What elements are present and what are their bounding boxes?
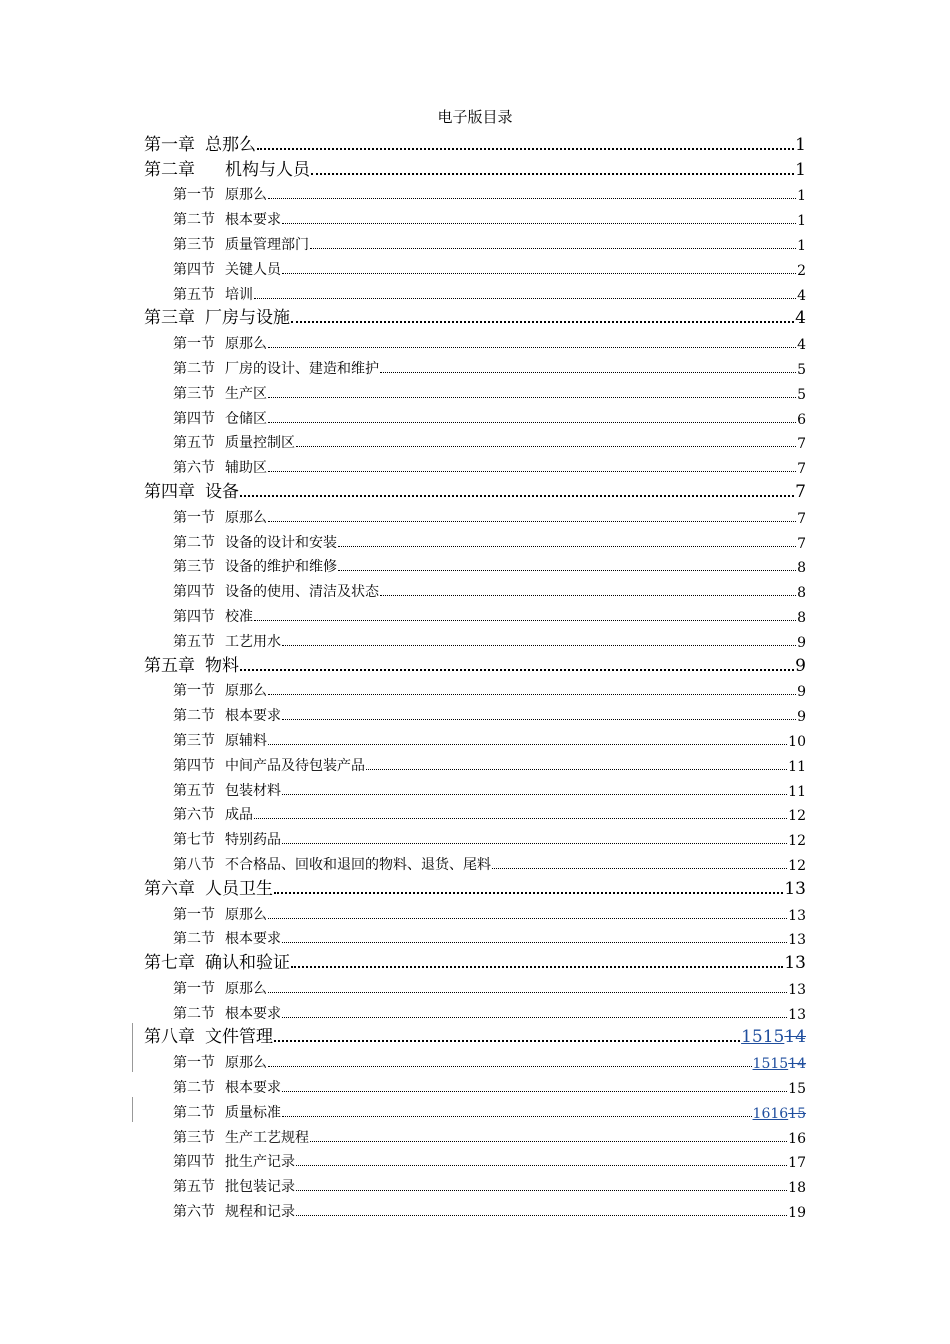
dot-leader	[380, 372, 796, 373]
toc-entry-label	[173, 680, 267, 700]
toc-entry-label	[173, 383, 267, 403]
toc-entry-title: 原那么	[225, 187, 267, 204]
toc-entry-number: 第四节	[173, 261, 215, 278]
dot-leader	[291, 321, 794, 323]
toc-page-number: 1	[797, 213, 806, 230]
toc-entry-number: 第四节	[173, 608, 215, 625]
toc-section-entry[interactable]	[144, 180, 806, 205]
toc-entry-title: 设备的使用、清洁及状态	[225, 584, 379, 601]
toc-page-number: 12	[788, 857, 806, 874]
toc-section-entry[interactable]	[144, 527, 806, 552]
toc-entry-label	[144, 651, 239, 676]
dot-leader	[310, 1141, 787, 1142]
toc-page-number: 19	[788, 1205, 806, 1222]
toc-entry-number: 第四节	[173, 584, 215, 601]
dot-leader	[254, 818, 787, 819]
toc-section-entry[interactable]	[144, 353, 806, 378]
toc-entry-number: 第六章	[144, 878, 195, 899]
toc-page-number: 17	[788, 1155, 806, 1172]
toc-section-entry[interactable]	[144, 204, 806, 229]
inserted-page-number: 1515	[741, 1027, 785, 1048]
toc-entry-label	[173, 358, 379, 378]
toc-entry-label	[144, 1022, 273, 1047]
toc-entry-title: 辅助区	[225, 460, 267, 477]
toc-section-entry[interactable]	[144, 378, 806, 403]
toc-section-entry[interactable]	[144, 750, 806, 775]
toc-entry-title: 设备	[205, 481, 239, 502]
toc-entry-title: 原那么	[225, 980, 267, 997]
toc-page-number: 11	[788, 758, 806, 775]
toc-entry-title: 关键人员	[225, 261, 281, 278]
toc-entry-title: 生产区	[225, 385, 267, 402]
toc-entry-label	[173, 209, 281, 229]
toc-entry-number: 第三章	[144, 308, 195, 329]
toc-chapter-entry[interactable]	[144, 477, 806, 502]
toc-entry-title: 根本要求	[225, 708, 281, 725]
toc-entry-label	[173, 1102, 281, 1122]
toc-entry-number: 第六节	[173, 1204, 215, 1221]
toc-entry-title: 原那么	[225, 336, 267, 353]
toc-page-number: 13	[788, 981, 806, 998]
toc-entry-title: 成品	[225, 807, 253, 824]
toc-entry-label	[173, 581, 379, 601]
toc-page-number: 8	[797, 609, 806, 626]
toc-page-number: 13	[788, 1006, 806, 1023]
toc-chapter-entry[interactable]	[144, 651, 806, 676]
toc-section-entry[interactable]	[144, 824, 806, 849]
toc-entry-title: 批包装记录	[225, 1179, 295, 1196]
dot-leader	[282, 794, 787, 795]
toc-page-number: 9	[797, 684, 806, 701]
toc-entry-label	[173, 1052, 267, 1072]
toc-chapter-entry[interactable]	[144, 155, 806, 180]
revision-change-bar	[132, 1047, 133, 1072]
dot-leader	[282, 1017, 787, 1018]
toc-page-number: 12	[788, 833, 806, 850]
toc-page-number: 7	[795, 481, 806, 502]
toc-section-entry[interactable]	[144, 676, 806, 701]
toc-entry-number: 第二节	[173, 1080, 215, 1097]
toc-section-entry[interactable]	[144, 576, 806, 601]
toc-entry-number: 第一节	[173, 980, 215, 997]
toc-entry-label	[173, 333, 267, 353]
toc-section-entry[interactable]	[144, 1171, 806, 1196]
toc-page-number: 16	[788, 1130, 806, 1147]
dot-leader	[282, 645, 796, 646]
toc-entry-label	[173, 556, 337, 576]
toc-entry-title: 原辅料	[225, 732, 267, 749]
dot-leader	[268, 471, 796, 472]
toc-section-entry[interactable]	[144, 700, 806, 725]
toc-chapter-entry[interactable]	[144, 948, 806, 973]
toc-section-entry[interactable]	[144, 229, 806, 254]
dot-leader	[282, 1091, 787, 1092]
toc-entry-number: 第一节	[173, 906, 215, 923]
toc-entry-number: 第一节	[173, 187, 215, 204]
toc-entry-title: 厂房与设施	[205, 308, 290, 329]
toc-section-entry[interactable]	[144, 552, 806, 577]
toc-entry-number: 第三节	[173, 559, 215, 576]
dot-leader	[268, 918, 787, 919]
toc-section-entry[interactable]	[144, 998, 806, 1023]
toc-page-number: 18	[788, 1180, 806, 1197]
toc-entry-label	[144, 477, 239, 502]
dot-leader	[282, 1116, 752, 1117]
dot-leader	[296, 1165, 787, 1166]
toc-page-number: 5	[797, 386, 806, 403]
revision-change-bar	[132, 1097, 133, 1122]
dot-leader	[254, 298, 796, 299]
toc-page-number: 13	[788, 932, 806, 949]
toc-entry-title: 根本要求	[225, 212, 281, 229]
toc-entry-number: 第一节	[173, 336, 215, 353]
dot-leader	[268, 347, 796, 348]
toc-entry-label	[173, 1176, 295, 1196]
toc-section-entry[interactable]	[144, 626, 806, 651]
toc-entry-label	[173, 234, 309, 254]
toc-page-number: 4	[795, 308, 806, 329]
toc-page-number: 1	[795, 134, 806, 155]
dot-leader	[282, 942, 787, 943]
toc-entry-number: 第二节	[173, 212, 215, 229]
toc-page-number: 1	[795, 159, 806, 180]
dot-leader	[296, 446, 796, 447]
toc-entry-label	[173, 904, 267, 924]
dot-leader	[338, 570, 796, 571]
toc-entry-number: 第三节	[173, 732, 215, 749]
toc-entry-title: 质量控制区	[225, 435, 295, 452]
toc-entry-label	[173, 730, 267, 750]
toc-entry-label	[173, 432, 295, 452]
deleted-page-number: 14	[784, 1027, 806, 1048]
toc-section-entry[interactable]	[144, 800, 806, 825]
toc-section-entry[interactable]	[144, 1196, 806, 1221]
toc-entry-title: 培训	[225, 286, 253, 303]
toc-page-number: 8	[797, 560, 806, 577]
toc-section-entry[interactable]	[144, 502, 806, 527]
toc-section-entry[interactable]	[144, 725, 806, 750]
toc-section-entry[interactable]	[144, 924, 806, 949]
toc-entry-number: 第七节	[173, 832, 215, 849]
dot-leader	[291, 966, 783, 968]
toc-entry-number: 第八节	[173, 856, 215, 873]
toc-page-number: 13	[784, 878, 806, 899]
toc-entry-label	[173, 978, 267, 998]
dot-leader	[282, 843, 787, 844]
toc-entry-title: 物料	[205, 655, 239, 676]
toc-page-number: 5	[797, 361, 806, 378]
dot-leader	[240, 495, 794, 497]
toc-page-number: 7	[797, 461, 806, 478]
toc-section-entry[interactable]	[144, 328, 806, 353]
toc-entry-label	[144, 303, 290, 328]
toc-entry-title: 批生产记录	[225, 1154, 295, 1171]
toc-page-number: 9	[797, 634, 806, 651]
toc-entry-number: 第二节	[173, 1104, 215, 1121]
toc-section-entry[interactable]	[144, 1147, 806, 1172]
toc-section-entry[interactable]	[144, 1097, 806, 1122]
dot-leader	[254, 620, 796, 621]
toc-entry-title: 原那么	[225, 906, 267, 923]
toc-entry-title: 根本要求	[225, 931, 281, 948]
table-of-contents	[144, 130, 806, 1221]
toc-page-number: 9	[797, 709, 806, 726]
toc-entry-title: 人员卫生	[205, 878, 273, 899]
toc-section-entry[interactable]	[144, 973, 806, 998]
toc-section-entry[interactable]	[144, 279, 806, 304]
toc-entry-number: 第四节	[173, 1154, 215, 1171]
toc-entry-title: 原那么	[225, 683, 267, 700]
toc-entry-number: 第一节	[173, 509, 215, 526]
toc-entry-label	[173, 854, 491, 874]
toc-entry-label	[144, 874, 273, 899]
toc-entry-label	[173, 1127, 309, 1147]
toc-entry-title: 设备的维护和维修	[225, 559, 337, 576]
toc-entry-title: 不合格品、回收和退回的物料、退货、尾料	[225, 856, 491, 873]
toc-page-number	[753, 1056, 806, 1072]
dot-leader	[268, 397, 796, 398]
toc-entry-title: 确认和验证	[205, 953, 290, 974]
toc-page-number: 1	[797, 188, 806, 205]
toc-entry-number: 第六节	[173, 807, 215, 824]
dot-leader	[274, 892, 783, 894]
toc-entry-title: 设备的设计和安装	[225, 534, 337, 551]
inserted-page-number: 1616	[752, 1105, 789, 1122]
dot-leader	[282, 223, 796, 224]
toc-page-number	[741, 1027, 806, 1047]
toc-section-entry[interactable]	[144, 1072, 806, 1097]
toc-section-entry[interactable]	[144, 452, 806, 477]
toc-page-number: 7	[797, 535, 806, 552]
dot-leader	[268, 1066, 752, 1067]
toc-page-number	[753, 1106, 806, 1122]
toc-entry-number: 第八章	[144, 1027, 195, 1048]
toc-entry-number: 第五节	[173, 286, 215, 303]
toc-page-number: 4	[797, 337, 806, 354]
toc-chapter-entry[interactable]	[144, 130, 806, 155]
toc-section-entry[interactable]	[144, 601, 806, 626]
toc-entry-label	[173, 780, 281, 800]
toc-entry-label	[173, 1003, 281, 1023]
inserted-page-number: 1515	[752, 1056, 789, 1073]
toc-entry-title: 工艺用水	[225, 633, 281, 650]
toc-page-number: 6	[797, 411, 806, 428]
toc-entry-label	[173, 259, 281, 279]
toc-page-number: 7	[797, 436, 806, 453]
toc-entry-label	[144, 948, 290, 973]
toc-page-number: 8	[797, 585, 806, 602]
toc-entry-title: 厂房的设计、建造和维护	[225, 360, 379, 377]
toc-entry-label	[173, 606, 253, 626]
toc-entry-label	[173, 1151, 295, 1171]
dot-leader	[366, 769, 787, 770]
toc-entry-title: 生产工艺规程	[225, 1129, 309, 1146]
toc-page-number: 12	[788, 808, 806, 825]
toc-entry-number: 第七章	[144, 953, 195, 974]
dot-leader	[268, 521, 796, 522]
toc-entry-title: 原那么	[225, 1055, 267, 1072]
toc-section-entry[interactable]	[144, 403, 806, 428]
toc-entry-title: 中间产品及待包装产品	[225, 757, 365, 774]
dot-leader	[296, 1215, 787, 1216]
toc-entry-number: 第二节	[173, 534, 215, 551]
toc-entry-title: 规程和记录	[225, 1204, 295, 1221]
toc-entry-label	[173, 631, 281, 651]
toc-entry-number: 第四章	[144, 481, 195, 502]
deleted-page-number: 14	[788, 1056, 806, 1073]
dot-leader	[268, 198, 796, 199]
toc-page-number: 4	[797, 287, 806, 304]
toc-entry-number: 第五章	[144, 655, 195, 676]
toc-page-number: 2	[797, 262, 806, 279]
toc-page-number: 9	[795, 655, 806, 676]
dot-leader	[310, 248, 796, 249]
toc-entry-number: 第五节	[173, 633, 215, 650]
toc-entry-number: 第一章	[144, 134, 195, 155]
toc-page-number: 15	[788, 1081, 806, 1098]
toc-section-entry[interactable]	[144, 254, 806, 279]
toc-section-entry[interactable]	[144, 1047, 806, 1072]
toc-section-entry[interactable]	[144, 849, 806, 874]
toc-entry-label	[173, 457, 267, 477]
toc-entry-label	[173, 755, 365, 775]
dot-leader	[380, 595, 796, 596]
toc-entry-number: 第六节	[173, 460, 215, 477]
toc-entry-number: 第五节	[173, 435, 215, 452]
toc-chapter-entry[interactable]	[144, 874, 806, 899]
toc-entry-label	[173, 184, 267, 204]
toc-entry-number: 第二节	[173, 708, 215, 725]
toc-entry-title: 总那么	[205, 134, 256, 155]
toc-page-number: 13	[784, 953, 806, 974]
dot-leader	[268, 422, 796, 423]
toc-entry-title: 根本要求	[225, 1005, 281, 1022]
toc-entry-title: 包装材料	[225, 782, 281, 799]
toc-entry-title: 文件管理	[205, 1027, 273, 1048]
toc-entry-label	[173, 829, 281, 849]
dot-leader	[311, 173, 794, 175]
dot-leader	[268, 694, 796, 695]
toc-entry-number: 第一节	[173, 1055, 215, 1072]
dot-leader	[268, 744, 787, 745]
toc-entry-number: 第三节	[173, 385, 215, 402]
toc-entry-label	[173, 284, 253, 304]
toc-entry-number: 第五节	[173, 1179, 215, 1196]
toc-entry-label	[173, 532, 337, 552]
toc-section-entry[interactable]	[144, 899, 806, 924]
toc-page-number: 7	[797, 510, 806, 527]
dot-leader	[240, 669, 794, 671]
dot-leader	[296, 1190, 787, 1191]
toc-entry-label	[173, 507, 267, 527]
toc-entry-number: 第二章	[144, 159, 195, 180]
toc-entry-label	[173, 408, 267, 428]
toc-page-number: 10	[788, 733, 806, 750]
toc-entry-number: 第二节	[173, 1005, 215, 1022]
toc-entry-label	[173, 1201, 295, 1221]
toc-entry-label	[173, 804, 253, 824]
toc-entry-label	[144, 155, 310, 180]
toc-section-entry[interactable]	[144, 1122, 806, 1147]
dot-leader	[282, 719, 796, 720]
toc-page-number: 13	[788, 907, 806, 924]
toc-entry-title: 原那么	[225, 509, 267, 526]
toc-entry-label	[173, 705, 281, 725]
dot-leader	[257, 148, 794, 150]
toc-entry-label	[173, 1077, 281, 1097]
dot-leader	[338, 546, 796, 547]
toc-entry-number: 第二节	[173, 931, 215, 948]
toc-entry-number: 第五节	[173, 782, 215, 799]
dot-leader	[282, 273, 796, 274]
document-title: 电子版目录	[437, 108, 513, 126]
dot-leader	[274, 1040, 740, 1042]
toc-entry-label	[173, 928, 281, 948]
toc-chapter-entry[interactable]	[144, 1023, 806, 1048]
dot-leader	[268, 992, 787, 993]
toc-page-number: 1	[797, 237, 806, 254]
toc-page-number: 11	[788, 783, 806, 800]
toc-entry-number: 第四节	[173, 410, 215, 427]
revision-change-bar	[132, 1023, 133, 1048]
toc-entry-title: 机构与人员	[225, 159, 310, 180]
toc-entry-title: 特别药品	[225, 832, 281, 849]
dot-leader	[492, 868, 787, 869]
toc-entry-label	[144, 130, 256, 155]
toc-entry-number: 第一节	[173, 683, 215, 700]
toc-entry-number: 第三节	[173, 1129, 215, 1146]
deleted-page-number: 15	[788, 1105, 806, 1122]
toc-entry-number: 第四节	[173, 757, 215, 774]
toc-section-entry[interactable]	[144, 428, 806, 453]
toc-chapter-entry[interactable]	[144, 304, 806, 329]
toc-entry-title: 仓储区	[225, 410, 267, 427]
toc-entry-number: 第三节	[173, 236, 215, 253]
toc-entry-title: 质量管理部门	[225, 236, 309, 253]
toc-entry-title: 质量标准	[225, 1104, 281, 1121]
toc-entry-title: 校准	[225, 608, 253, 625]
toc-section-entry[interactable]	[144, 775, 806, 800]
toc-entry-title: 根本要求	[225, 1080, 281, 1097]
toc-entry-number: 第二节	[173, 360, 215, 377]
